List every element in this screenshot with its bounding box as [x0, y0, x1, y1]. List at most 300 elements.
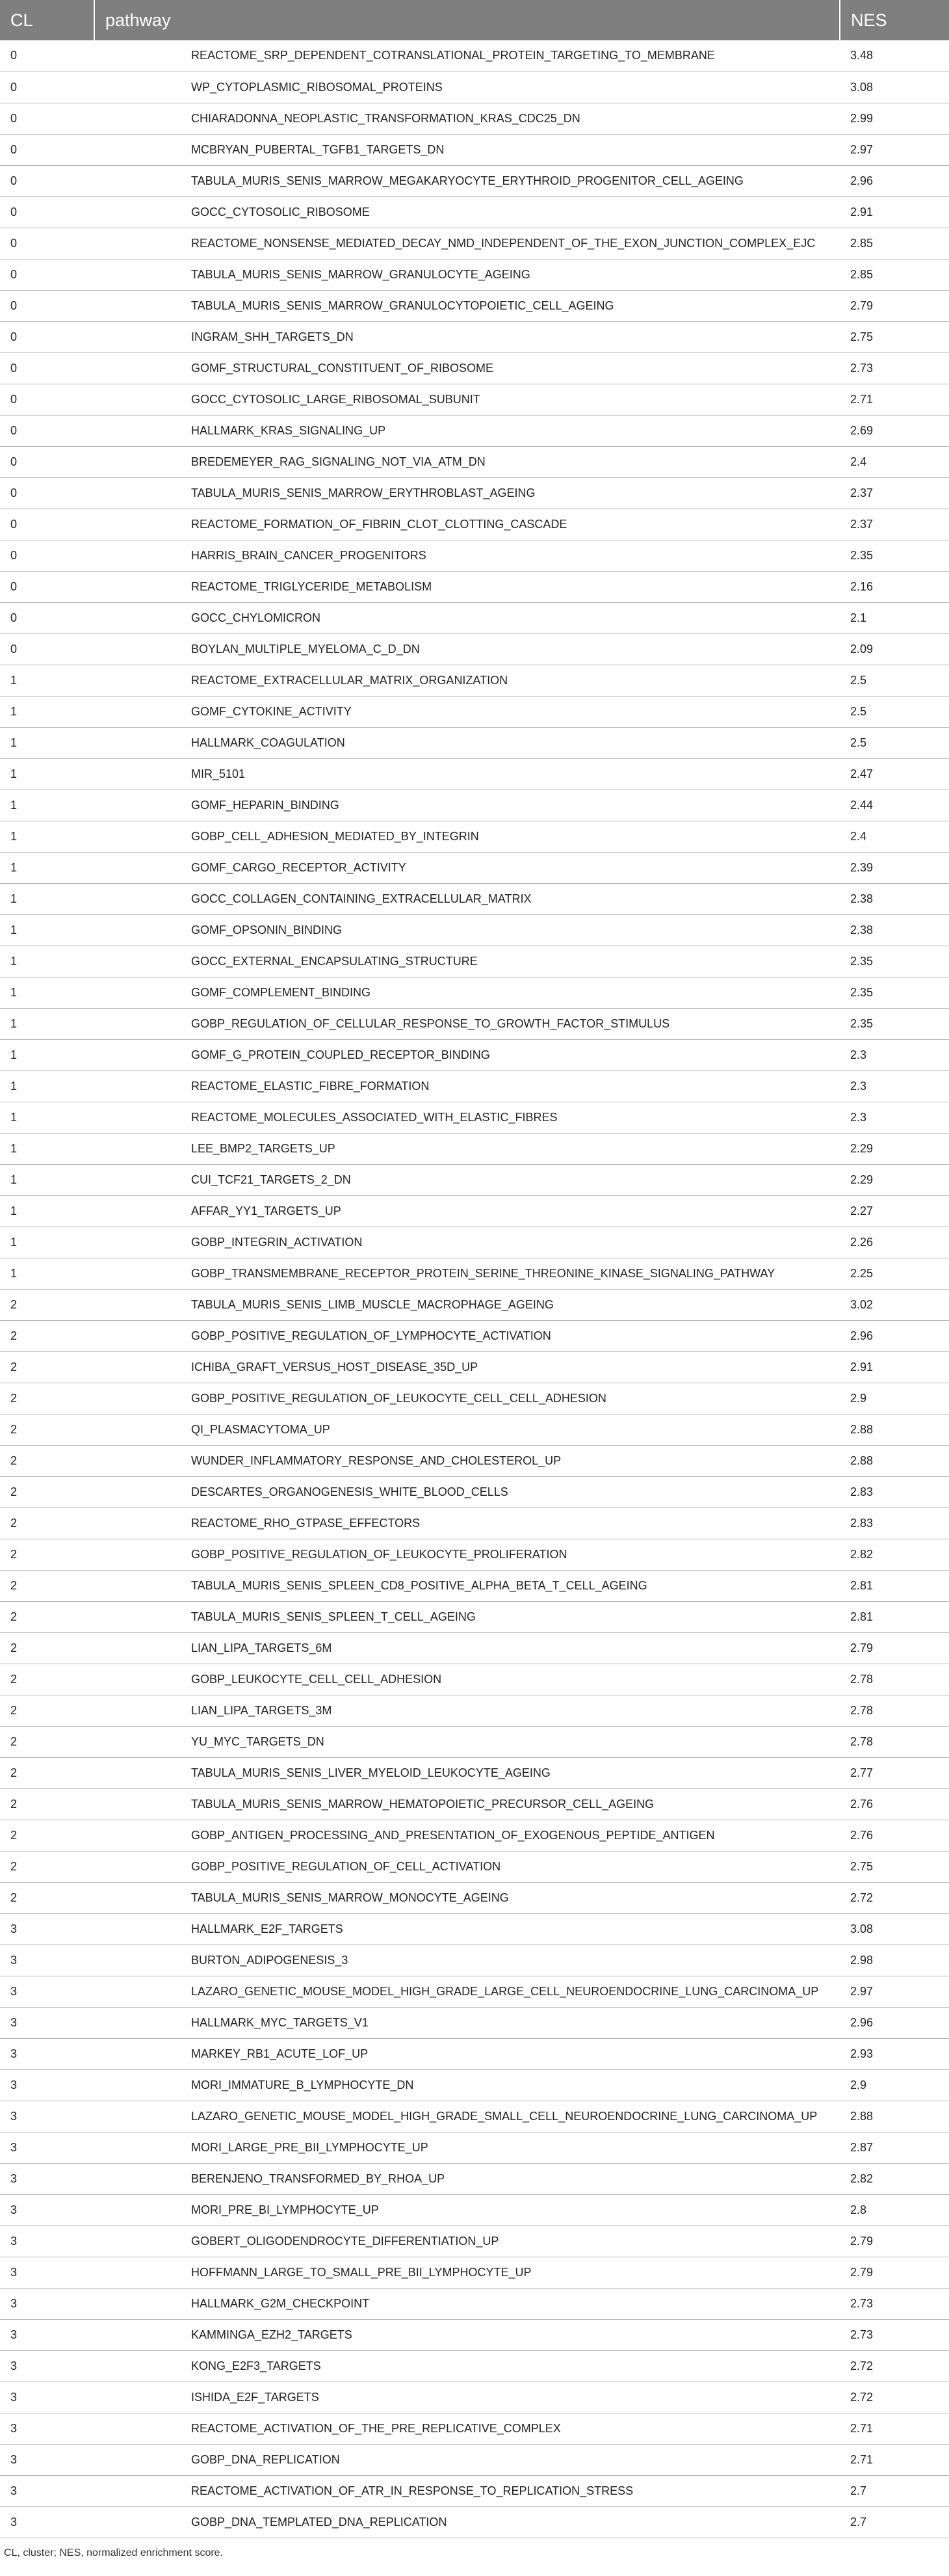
- table-row: [0, 1133, 949, 1164]
- cell-nes: 2.83: [840, 1507, 949, 1539]
- cell-cl: 1: [0, 914, 94, 946]
- cell-pathway: REACTOME_ACTIVATION_OF_THE_PRE_REPLICATIVE_COMPLEX: [94, 2413, 840, 2444]
- cell-cl: 0: [0, 477, 94, 509]
- cell-pathway: BOYLAN_MULTIPLE_MYELOMA_C_D_DN: [94, 633, 840, 665]
- table-row: [0, 1507, 949, 1539]
- cell-pathway: LIAN_LIPA_TARGETS_3M: [94, 1695, 840, 1726]
- cell-pathway: GOBP_CELL_ADHESION_MEDIATED_BY_INTEGRIN: [94, 821, 840, 852]
- cell-nes: 2.73: [840, 2319, 949, 2350]
- cell-nes: 2.82: [840, 1539, 949, 1570]
- cell-pathway: TABULA_MURIS_SENIS_SPLEEN_CD8_POSITIVE_ALPHA_BETA_T_CELL_AGEING: [94, 1570, 840, 1601]
- table-row: [0, 790, 949, 821]
- cell-cl: 1: [0, 1133, 94, 1164]
- cell-pathway: AFFAR_YY1_TARGETS_UP: [94, 1195, 840, 1227]
- cell-cl: 3: [0, 2288, 94, 2319]
- cell-cl: 3: [0, 2194, 94, 2225]
- cell-nes: 2.72: [840, 2382, 949, 2413]
- table-row: [0, 321, 949, 352]
- table-row: [0, 1414, 949, 1445]
- table-row: [0, 571, 949, 602]
- table-row: [0, 1227, 949, 1258]
- cell-pathway: CHIARADONNA_NEOPLASTIC_TRANSFORMATION_KRAS_CDC25_DN: [94, 103, 840, 134]
- cell-cl: 2: [0, 1507, 94, 1539]
- table-row: [0, 1851, 949, 1882]
- table-row: [0, 2007, 949, 2038]
- cell-pathway: MCBRYAN_PUBERTAL_TGFB1_TARGETS_DN: [94, 134, 840, 165]
- cell-pathway: HOFFMANN_LARGE_TO_SMALL_PRE_BII_LYMPHOCYTE_UP: [94, 2257, 840, 2288]
- cell-pathway: TABULA_MURIS_SENIS_SPLEEN_T_CELL_AGEING: [94, 1601, 840, 1632]
- cell-nes: 2.25: [840, 1258, 949, 1289]
- cell-pathway: REACTOME_SRP_DEPENDENT_COTRANSLATIONAL_PROTEIN_TARGETING_TO_MEMBRANE: [94, 40, 840, 72]
- cell-pathway: LAZARO_GENETIC_MOUSE_MODEL_HIGH_GRADE_SMALL_CELL_NEUROENDOCRINE_LUNG_CARCINOMA_UP: [94, 2101, 840, 2132]
- table-row: [0, 1570, 949, 1601]
- cell-cl: 2: [0, 1851, 94, 1882]
- cell-nes: 2.5: [840, 665, 949, 696]
- cell-nes: 2.81: [840, 1570, 949, 1601]
- table-row: [0, 1445, 949, 1476]
- cell-pathway: GOBERT_OLIGODENDROCYTE_DIFFERENTIATION_UP: [94, 2225, 840, 2257]
- table-row: [0, 1320, 949, 1351]
- cell-nes: 2.39: [840, 852, 949, 883]
- table-row: [0, 2444, 949, 2475]
- cell-pathway: GOCC_CYTOSOLIC_LARGE_RIBOSOMAL_SUBUNIT: [94, 384, 840, 415]
- cell-pathway: GOBP_DNA_REPLICATION: [94, 2444, 840, 2475]
- header-row: [0, 0, 949, 40]
- cell-pathway: HALLMARK_E2F_TARGETS: [94, 1913, 840, 1945]
- cell-cl: 2: [0, 1445, 94, 1476]
- cell-pathway: WP_CYTOPLASMIC_RIBOSOMAL_PROTEINS: [94, 72, 840, 103]
- cell-cl: 1: [0, 1258, 94, 1289]
- table-row: [0, 1788, 949, 1820]
- cell-nes: 2.87: [840, 2132, 949, 2163]
- cell-cl: 2: [0, 1757, 94, 1788]
- cell-cl: 3: [0, 2007, 94, 2038]
- header-cl: CL: [0, 0, 94, 40]
- cell-nes: 2.7: [840, 2475, 949, 2506]
- cell-pathway: CUI_TCF21_TARGETS_2_DN: [94, 1164, 840, 1195]
- cell-pathway: GOCC_COLLAGEN_CONTAINING_EXTRACELLULAR_MATRIX: [94, 883, 840, 914]
- table-row: [0, 633, 949, 665]
- cell-cl: 3: [0, 2225, 94, 2257]
- table-row: [0, 2319, 949, 2350]
- cell-pathway: HALLMARK_G2M_CHECKPOINT: [94, 2288, 840, 2319]
- cell-cl: 3: [0, 2506, 94, 2538]
- cell-nes: 2.78: [840, 1695, 949, 1726]
- table-row: [0, 2194, 949, 2225]
- cell-cl: 0: [0, 165, 94, 196]
- cell-cl: 0: [0, 134, 94, 165]
- table-row: [0, 602, 949, 633]
- cell-cl: 2: [0, 1570, 94, 1601]
- cell-nes: 2.71: [840, 2444, 949, 2475]
- cell-nes: 2.71: [840, 384, 949, 415]
- cell-pathway: REACTOME_EXTRACELLULAR_MATRIX_ORGANIZATION: [94, 665, 840, 696]
- cell-nes: 2.29: [840, 1133, 949, 1164]
- table-row: [0, 228, 949, 259]
- cell-cl: 1: [0, 852, 94, 883]
- cell-nes: 2.98: [840, 1945, 949, 1976]
- cell-nes: 2.73: [840, 352, 949, 384]
- table-row: [0, 2350, 949, 2382]
- cell-pathway: WUNDER_INFLAMMATORY_RESPONSE_AND_CHOLESTEROL_UP: [94, 1445, 840, 1476]
- cell-nes: 2.79: [840, 2225, 949, 2257]
- table-row: [0, 384, 949, 415]
- cell-cl: 2: [0, 1788, 94, 1820]
- table-row: [0, 727, 949, 758]
- table-row: [0, 509, 949, 540]
- cell-nes: 2.27: [840, 1195, 949, 1227]
- cell-cl: 0: [0, 228, 94, 259]
- table-row: [0, 1820, 949, 1851]
- cell-cl: 2: [0, 1664, 94, 1695]
- table-footnote: CL, cluster; NES, normalized enrichment score.: [4, 2547, 224, 2558]
- table-row: [0, 2382, 949, 2413]
- cell-cl: 2: [0, 1539, 94, 1570]
- table-row: [0, 758, 949, 790]
- cell-cl: 0: [0, 602, 94, 633]
- table-row: [0, 1476, 949, 1507]
- cell-nes: 2.9: [840, 1383, 949, 1414]
- cell-pathway: LIAN_LIPA_TARGETS_6M: [94, 1632, 840, 1664]
- cell-pathway: YU_MYC_TARGETS_DN: [94, 1726, 840, 1757]
- cell-cl: 3: [0, 1976, 94, 2007]
- table-row: [0, 477, 949, 509]
- cell-nes: 2.8: [840, 2194, 949, 2225]
- cell-pathway: TABULA_MURIS_SENIS_MARROW_GRANULOCYTOPOIETIC_CELL_AGEING: [94, 290, 840, 321]
- cell-cl: 3: [0, 2069, 94, 2101]
- table-row: [0, 1913, 949, 1945]
- cell-nes: 2.78: [840, 1664, 949, 1695]
- cell-cl: 2: [0, 1695, 94, 1726]
- cell-pathway: TABULA_MURIS_SENIS_MARROW_MEGAKARYOCYTE_ERYTHROID_PROGENITOR_CELL_AGEING: [94, 165, 840, 196]
- table-row: [0, 196, 949, 228]
- cell-nes: 2.3: [840, 1070, 949, 1102]
- cell-pathway: GOBP_POSITIVE_REGULATION_OF_LYMPHOCYTE_ACTIVATION: [94, 1320, 840, 1351]
- cell-nes: 2.4: [840, 446, 949, 477]
- cell-cl: 0: [0, 633, 94, 665]
- table-row: [0, 2038, 949, 2069]
- table-row: [0, 1976, 949, 2007]
- table-row: [0, 165, 949, 196]
- table-row: [0, 2288, 949, 2319]
- cell-nes: 2.97: [840, 1976, 949, 2007]
- cell-nes: 2.9: [840, 2069, 949, 2101]
- cell-pathway: GOBP_ANTIGEN_PROCESSING_AND_PRESENTATION_OF_EXOGENOUS_PEPTIDE_ANTIGEN: [94, 1820, 840, 1851]
- cell-pathway: TABULA_MURIS_SENIS_MARROW_GRANULOCYTE_AGEING: [94, 259, 840, 290]
- cell-nes: 2.5: [840, 727, 949, 758]
- table-row: [0, 40, 949, 72]
- cell-pathway: GOMF_G_PROTEIN_COUPLED_RECEPTOR_BINDING: [94, 1039, 840, 1070]
- cell-cl: 3: [0, 1945, 94, 1976]
- cell-pathway: ICHIBA_GRAFT_VERSUS_HOST_DISEASE_35D_UP: [94, 1351, 840, 1383]
- cell-pathway: DESCARTES_ORGANOGENESIS_WHITE_BLOOD_CELLS: [94, 1476, 840, 1507]
- cell-cl: 3: [0, 2475, 94, 2506]
- cell-cl: 1: [0, 758, 94, 790]
- table-row: [0, 1601, 949, 1632]
- cell-nes: 2.29: [840, 1164, 949, 1195]
- cell-pathway: GOBP_TRANSMEMBRANE_RECEPTOR_PROTEIN_SERINE_THREONINE_KINASE_SIGNALING_PATHWAY: [94, 1258, 840, 1289]
- cell-nes: 2.35: [840, 1008, 949, 1039]
- table-row: [0, 946, 949, 977]
- cell-pathway: INGRAM_SHH_TARGETS_DN: [94, 321, 840, 352]
- cell-nes: 2.88: [840, 1445, 949, 1476]
- cell-pathway: HALLMARK_COAGULATION: [94, 727, 840, 758]
- table-row: [0, 1008, 949, 1039]
- cell-cl: 1: [0, 1195, 94, 1227]
- table-row: [0, 1039, 949, 1070]
- table-row: [0, 1757, 949, 1788]
- cell-nes: 2.85: [840, 259, 949, 290]
- table-row: [0, 2506, 949, 2538]
- cell-nes: 2.47: [840, 758, 949, 790]
- cell-cl: 1: [0, 665, 94, 696]
- cell-pathway: GOMF_CYTOKINE_ACTIVITY: [94, 696, 840, 727]
- cell-pathway: ISHIDA_E2F_TARGETS: [94, 2382, 840, 2413]
- cell-nes: 2.75: [840, 321, 949, 352]
- cell-nes: 2.88: [840, 1414, 949, 1445]
- cell-nes: 2.85: [840, 228, 949, 259]
- cell-pathway: MARKEY_RB1_ACUTE_LOF_UP: [94, 2038, 840, 2069]
- cell-cl: 2: [0, 1351, 94, 1383]
- cell-pathway: KAMMINGA_EZH2_TARGETS: [94, 2319, 840, 2350]
- cell-cl: 0: [0, 196, 94, 228]
- cell-pathway: MORI_PRE_BI_LYMPHOCYTE_UP: [94, 2194, 840, 2225]
- table-row: [0, 352, 949, 384]
- cell-pathway: REACTOME_FORMATION_OF_FIBRIN_CLOT_CLOTTING_CASCADE: [94, 509, 840, 540]
- cell-cl: 2: [0, 1289, 94, 1320]
- cell-nes: 2.75: [840, 1851, 949, 1882]
- table-row: [0, 2163, 949, 2194]
- cell-pathway: TABULA_MURIS_SENIS_MARROW_ERYTHROBLAST_AGEING: [94, 477, 840, 509]
- cell-pathway: HALLMARK_MYC_TARGETS_V1: [94, 2007, 840, 2038]
- cell-pathway: BERENJENO_TRANSFORMED_BY_RHOA_UP: [94, 2163, 840, 2194]
- cell-cl: 1: [0, 1227, 94, 1258]
- cell-cl: 1: [0, 1164, 94, 1195]
- table-row: [0, 696, 949, 727]
- cell-nes: 2.35: [840, 540, 949, 571]
- cell-nes: 2.77: [840, 1757, 949, 1788]
- cell-pathway: BREDEMEYER_RAG_SIGNALING_NOT_VIA_ATM_DN: [94, 446, 840, 477]
- cell-pathway: GOMF_STRUCTURAL_CONSTITUENT_OF_RIBOSOME: [94, 352, 840, 384]
- cell-pathway: LAZARO_GENETIC_MOUSE_MODEL_HIGH_GRADE_LARGE_CELL_NEUROENDOCRINE_LUNG_CARCINOMA_UP: [94, 1976, 840, 2007]
- cell-pathway: KONG_E2F3_TARGETS: [94, 2350, 840, 2382]
- cell-cl: 3: [0, 2350, 94, 2382]
- table-row: [0, 1539, 949, 1570]
- cell-pathway: REACTOME_TRIGLYCERIDE_METABOLISM: [94, 571, 840, 602]
- cell-pathway: REACTOME_MOLECULES_ASSOCIATED_WITH_ELASTIC_FIBRES: [94, 1102, 840, 1133]
- cell-nes: 2.37: [840, 477, 949, 509]
- cell-cl: 0: [0, 384, 94, 415]
- cell-pathway: GOMF_HEPARIN_BINDING: [94, 790, 840, 821]
- cell-nes: 3.02: [840, 1289, 949, 1320]
- cell-nes: 2.78: [840, 1726, 949, 1757]
- cell-nes: 2.99: [840, 103, 949, 134]
- cell-cl: 3: [0, 2257, 94, 2288]
- cell-cl: 1: [0, 1008, 94, 1039]
- cell-nes: 2.35: [840, 946, 949, 977]
- cell-pathway: GOMF_OPSONIN_BINDING: [94, 914, 840, 946]
- cell-cl: 2: [0, 1383, 94, 1414]
- cell-cl: 0: [0, 321, 94, 352]
- cell-cl: 3: [0, 2413, 94, 2444]
- cell-cl: 1: [0, 977, 94, 1008]
- cell-nes: 2.4: [840, 821, 949, 852]
- cell-pathway: REACTOME_ACTIVATION_OF_ATR_IN_RESPONSE_TO_REPLICATION_STRESS: [94, 2475, 840, 2506]
- cell-cl: 1: [0, 821, 94, 852]
- cell-pathway: GOCC_EXTERNAL_ENCAPSULATING_STRUCTURE: [94, 946, 840, 977]
- cell-nes: 2.79: [840, 2257, 949, 2288]
- cell-cl: 2: [0, 1882, 94, 1913]
- table-row: [0, 1882, 949, 1913]
- cell-nes: 2.73: [840, 2288, 949, 2319]
- cell-cl: 1: [0, 883, 94, 914]
- cell-nes: 2.91: [840, 196, 949, 228]
- cell-nes: 2.96: [840, 165, 949, 196]
- cell-cl: 3: [0, 2444, 94, 2475]
- cell-nes: 2.79: [840, 1632, 949, 1664]
- cell-nes: 3.08: [840, 72, 949, 103]
- cell-pathway: GOBP_DNA_TEMPLATED_DNA_REPLICATION: [94, 2506, 840, 2538]
- cell-cl: 2: [0, 1820, 94, 1851]
- cell-nes: 2.16: [840, 571, 949, 602]
- cell-cl: 0: [0, 415, 94, 446]
- table-header: [0, 0, 949, 40]
- cell-pathway: GOBP_POSITIVE_REGULATION_OF_LEUKOCYTE_PROLIFERATION: [94, 1539, 840, 1570]
- table-row: [0, 72, 949, 103]
- cell-cl: 0: [0, 103, 94, 134]
- cell-pathway: GOCC_CYTOSOLIC_RIBOSOME: [94, 196, 840, 228]
- cell-cl: 3: [0, 2319, 94, 2350]
- cell-pathway: MIR_5101: [94, 758, 840, 790]
- cell-nes: 2.88: [840, 2101, 949, 2132]
- table-row: [0, 1726, 949, 1757]
- cell-nes: 2.44: [840, 790, 949, 821]
- cell-pathway: GOBP_LEUKOCYTE_CELL_CELL_ADHESION: [94, 1664, 840, 1695]
- cell-pathway: LEE_BMP2_TARGETS_UP: [94, 1133, 840, 1164]
- cell-cl: 1: [0, 1102, 94, 1133]
- cell-nes: 2.7: [840, 2506, 949, 2538]
- cell-cl: 0: [0, 290, 94, 321]
- table-row: [0, 1195, 949, 1227]
- table-row: [0, 1383, 949, 1414]
- cell-nes: 2.96: [840, 1320, 949, 1351]
- cell-nes: 3.48: [840, 40, 949, 72]
- cell-nes: 2.38: [840, 914, 949, 946]
- cell-pathway: HALLMARK_KRAS_SIGNALING_UP: [94, 415, 840, 446]
- cell-nes: 2.96: [840, 2007, 949, 2038]
- cell-nes: 2.91: [840, 1351, 949, 1383]
- table-row: [0, 821, 949, 852]
- cell-nes: 2.81: [840, 1601, 949, 1632]
- cell-nes: 2.83: [840, 1476, 949, 1507]
- cell-pathway: GOBP_POSITIVE_REGULATION_OF_CELL_ACTIVATION: [94, 1851, 840, 1882]
- cell-pathway: MORI_LARGE_PRE_BII_LYMPHOCYTE_UP: [94, 2132, 840, 2163]
- header-nes: NES: [840, 0, 949, 40]
- cell-pathway: HARRIS_BRAIN_CANCER_PROGENITORS: [94, 540, 840, 571]
- table-row: [0, 1289, 949, 1320]
- cell-cl: 0: [0, 352, 94, 384]
- table-row: [0, 1164, 949, 1195]
- cell-cl: 2: [0, 1414, 94, 1445]
- cell-nes: 2.37: [840, 509, 949, 540]
- cell-nes: 2.09: [840, 633, 949, 665]
- cell-cl: 0: [0, 40, 94, 72]
- cell-nes: 2.3: [840, 1102, 949, 1133]
- cell-pathway: REACTOME_RHO_GTPASE_EFFECTORS: [94, 1507, 840, 1539]
- cell-pathway: MORI_IMMATURE_B_LYMPHOCYTE_DN: [94, 2069, 840, 2101]
- cell-cl: 1: [0, 727, 94, 758]
- table-row: [0, 415, 949, 446]
- table-row: [0, 2475, 949, 2506]
- cell-nes: 2.1: [840, 602, 949, 633]
- table-row: [0, 290, 949, 321]
- cell-nes: 2.38: [840, 883, 949, 914]
- table-row: [0, 103, 949, 134]
- cell-cl: 1: [0, 696, 94, 727]
- cell-pathway: BURTON_ADIPOGENESIS_3: [94, 1945, 840, 1976]
- cell-cl: 2: [0, 1726, 94, 1757]
- cell-nes: 2.82: [840, 2163, 949, 2194]
- table-row: [0, 134, 949, 165]
- cell-nes: 2.69: [840, 415, 949, 446]
- table-row: [0, 914, 949, 946]
- table-row: [0, 665, 949, 696]
- cell-pathway: TABULA_MURIS_SENIS_MARROW_HEMATOPOIETIC_PRECURSOR_CELL_AGEING: [94, 1788, 840, 1820]
- table-row: [0, 2101, 949, 2132]
- cell-nes: 2.26: [840, 1227, 949, 1258]
- cell-pathway: GOBP_REGULATION_OF_CELLULAR_RESPONSE_TO_GROWTH_FACTOR_STIMULUS: [94, 1008, 840, 1039]
- header-pathway: pathway: [94, 0, 840, 40]
- cell-cl: 3: [0, 2132, 94, 2163]
- cell-nes: 2.3: [840, 1039, 949, 1070]
- cell-cl: 0: [0, 571, 94, 602]
- table-row: [0, 1102, 949, 1133]
- table-row: [0, 1632, 949, 1664]
- table-row: [0, 852, 949, 883]
- cell-cl: 1: [0, 946, 94, 977]
- table-row: [0, 2257, 949, 2288]
- cell-nes: 3.08: [840, 1913, 949, 1945]
- cell-cl: 2: [0, 1320, 94, 1351]
- cell-cl: 3: [0, 2382, 94, 2413]
- cell-nes: 2.76: [840, 1788, 949, 1820]
- cell-pathway: TABULA_MURIS_SENIS_LIMB_MUSCLE_MACROPHAGE_AGEING: [94, 1289, 840, 1320]
- table-row: [0, 1945, 949, 1976]
- cell-cl: 3: [0, 2038, 94, 2069]
- cell-cl: 2: [0, 1601, 94, 1632]
- table-row: [0, 1070, 949, 1102]
- table-row: [0, 883, 949, 914]
- cell-cl: 3: [0, 2163, 94, 2194]
- cell-cl: 2: [0, 1476, 94, 1507]
- cell-nes: 2.79: [840, 290, 949, 321]
- cell-cl: 1: [0, 1039, 94, 1070]
- cell-nes: 2.93: [840, 2038, 949, 2069]
- cell-cl: 0: [0, 509, 94, 540]
- cell-pathway: GOBP_INTEGRIN_ACTIVATION: [94, 1227, 840, 1258]
- cell-pathway: TABULA_MURIS_SENIS_LIVER_MYELOID_LEUKOCYTE_AGEING: [94, 1757, 840, 1788]
- cell-pathway: GOMF_CARGO_RECEPTOR_ACTIVITY: [94, 852, 840, 883]
- cell-cl: 0: [0, 259, 94, 290]
- table-row: [0, 977, 949, 1008]
- table-row: [0, 446, 949, 477]
- cell-cl: 2: [0, 1632, 94, 1664]
- table-row: [0, 1664, 949, 1695]
- cell-pathway: GOMF_COMPLEMENT_BINDING: [94, 977, 840, 1008]
- cell-nes: 2.76: [840, 1820, 949, 1851]
- cell-cl: 0: [0, 446, 94, 477]
- table-body: [0, 40, 949, 2538]
